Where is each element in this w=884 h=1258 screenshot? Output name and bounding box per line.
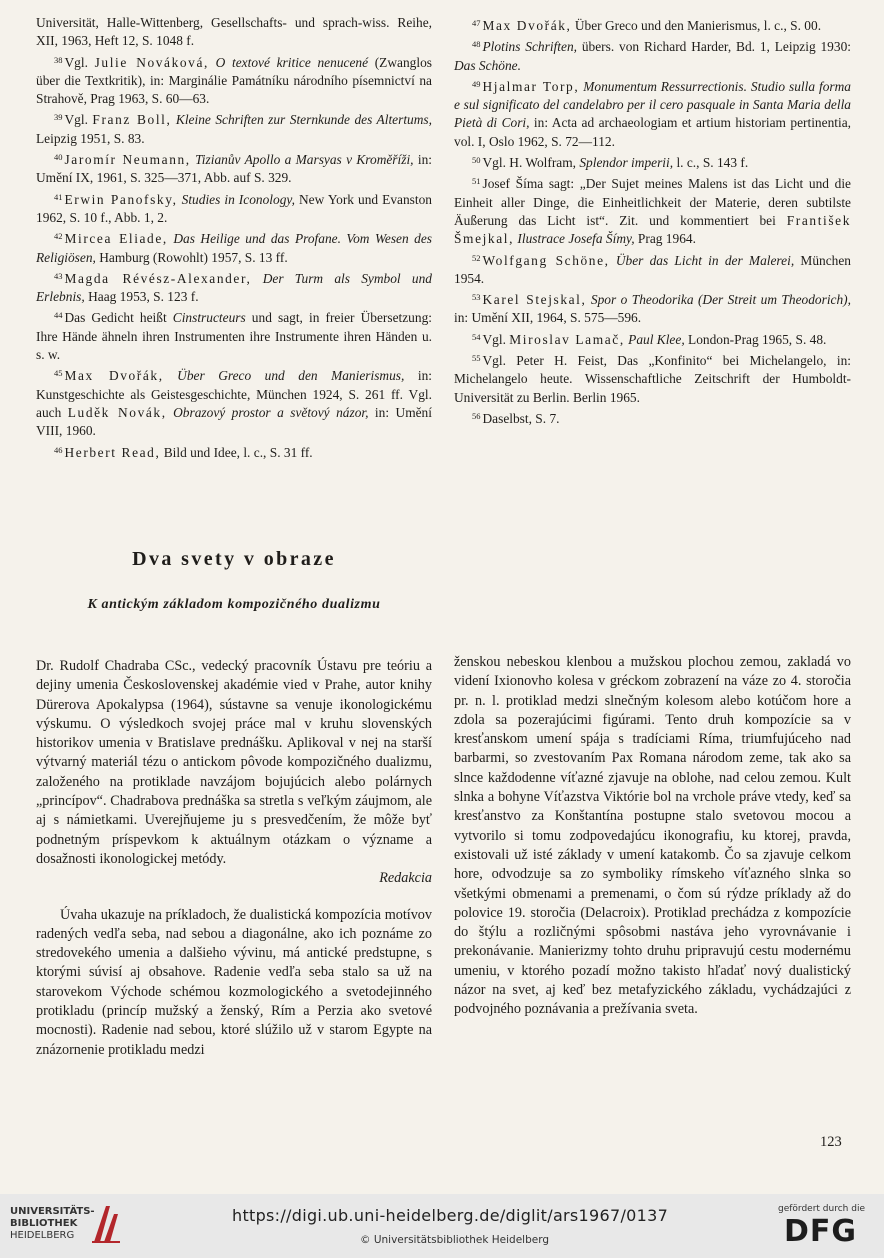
footnote-49 (454, 75, 851, 151)
library-logo[interactable] (10, 1206, 95, 1242)
footnote-title: Tizianův Apollo a Marsyas v Kroměříži, (195, 152, 414, 168)
footnote-title: Kleine Schriften zur Sternkunde des Altertums, (175, 112, 432, 128)
footnote-author: Max Dvořák, (64, 368, 164, 384)
footnote-54 (454, 328, 851, 349)
footnote-title: Das Schöne. (454, 57, 521, 73)
editor-signature-line (36, 869, 432, 888)
library-name-line3: HEIDELBERG (10, 1230, 75, 1241)
footnote-author: Karel Stejskal, (482, 292, 587, 308)
footnote-45 (36, 364, 432, 440)
footnote-number: 51 (472, 176, 481, 187)
footnote-number: 55 (472, 353, 481, 364)
footnote-51 (454, 172, 851, 248)
footnote-number: 43 (54, 270, 63, 281)
footnote-author: Wolfgang Schöne, (482, 252, 610, 268)
footnote-number: 48 (472, 39, 481, 50)
permalink-url[interactable]: https://digi.ub.uni-heidelberg.de/diglit/ars1967/0137 (232, 1206, 669, 1225)
footnote-48 (454, 35, 851, 75)
footnote-title: Plotins Schriften, (482, 39, 577, 55)
body-left-column (36, 657, 432, 1060)
article-subtitle: K antickým základom kompozičného dualizmu (87, 597, 381, 612)
footnote-title: Über das Licht in der Malerei, (615, 252, 795, 268)
footnote-53 (454, 288, 851, 328)
footnote-46 (36, 441, 432, 462)
footnote-text: in: Kunstgeschichte als Geistesgeschichte, München 1924, S. 261 ff. Vgl. auch (36, 368, 433, 420)
footnote-author: Erwin Panofsky, (64, 191, 178, 207)
footnote-41 (36, 188, 432, 228)
footnote-title: Spor o Theodorika (Der Streit um Theodorich), (590, 292, 851, 308)
footnote-text: l. c., S. 143 f. (673, 155, 749, 171)
library-emblem-icon (88, 1202, 124, 1246)
footnote-author: Herbert Read, (64, 444, 161, 460)
footnote-43 (36, 267, 432, 307)
footnote-text: Vgl. (64, 54, 95, 70)
footnote-number: 47 (472, 18, 481, 28)
footnote-title: Über Greco und den Manierismus, (177, 368, 405, 384)
footnote-title: Der Turm als Symbol und Erlebnis, (36, 270, 432, 305)
article-title: Dva svety v obraze (132, 548, 336, 570)
footnote-title: Paul Klee, (628, 331, 685, 347)
footnote-author: Max Dvořák, (482, 18, 572, 33)
footnote-title: Das Heilige und das Profane. Vom Wesen des Religiösen, (36, 231, 432, 265)
footnote-number: 49 (472, 78, 481, 89)
footnote-text: in: Umění XII, 1964, S. 575—596. (454, 310, 642, 326)
library-name-line1: UNIVERSITÄTS- (10, 1206, 95, 1217)
footnote-47 (454, 14, 851, 35)
library-name-line2: BIBLIOTHEK (10, 1218, 78, 1229)
footnote-title: Splendor imperii, (579, 155, 674, 171)
footnote-text: Universität, Halle-Wittenberg, Gesellschafts- und sprach-wiss. Reihe, XII, 1963, Heft 12, S. 1048 f. (36, 15, 432, 49)
body-paragraph-1: Úvaha ukazuje na príkladoch, že dualistická kompozícia motívov radených vedľa seba, nad sebou a diagonálne, ako ich poznáme zo stredovekého umenia a dalšieho vývinu, má antické predstupne, s ktorými súvisí aj obsahove. Radenie vedľa seba stalo sa už na starovekom Východe schémou kozmologického a svetodejinného protikladu (princíp mužský a ženský, Rím a Perzia ako svetové mocnosti). Radenie nad sebou, ktoré slúžilo už v starom Egypte na znázornenie protikladu medzi (36, 906, 432, 1058)
footnote-title: Ilustrace Josefa Šímy, (517, 231, 635, 247)
footnote-text: New York und Evanston 1962, S. 10 f., Abb. 1, 2. (36, 191, 432, 225)
footnote-number: 46 (54, 444, 63, 455)
footnote-number: 56 (472, 410, 481, 421)
footnote-text: Vgl. (64, 112, 93, 128)
footnote-text: und sagt, in freier Übersetzung: Ihre Hände ähneln ihren Instrumenten ihre Instrumente ihren Händen u. s. w. (36, 310, 432, 363)
footnote-50 (454, 151, 851, 172)
footnote-title: Cinstructeurs (172, 310, 246, 326)
viewer-footer (0, 1194, 884, 1258)
footnote-number: 53 (472, 292, 481, 303)
footnote-author: Luděk Novák, (67, 404, 167, 420)
footnote-number: 54 (472, 331, 481, 342)
footnote-author: Franz Boll, (92, 112, 172, 128)
editorial-intro: Dr. Rudolf Chadraba CSc., vedecký pracovník Ústavu pre teóriu a dejiny umenia Československej akadémie vied v Prahe, autor knihy Dürerova Apokalypsa (1964), sústavne sa venuje ikonologickému výskumu. O výsledkoch svojej práce mal v kruhu slovenských historikov umenia v Bratislave prednášku. Aplikoval v nej na starší výtvarný materiál tézu o antickom pôvode kompozičného dualizmu, založeného na protiklade navzájom bojujúcich alebo polárnych „princípov“. Chadrabova prednáška sa stretla s veľkým záujmom, ale aj s námietkami. Uverejňujeme ju s presvedčením, že môže byť podnetným príspevkom k aktuálnym otázkam o význame a dosažnosti ikonologickej metódy. (36, 658, 432, 867)
footnote-author: Magda Révész-Alexander, (64, 270, 252, 286)
footnotes-left-column (36, 14, 432, 462)
funding-note: gefördert durch die (778, 1204, 865, 1214)
copyright-notice: © Universitätsbibliothek Heidelberg (360, 1234, 550, 1246)
footnote-text: Vgl. Peter H. Feist, Das „Konfinito“ bei Michelangelo, in: Michelangelo heute. Wissenschaftliche Zeitschrift der Humboldt-Universität zu Berlin. Berlin 1965. (454, 353, 851, 405)
footnote-text: Prag 1964. (634, 231, 696, 247)
footnote-text: Hamburg (Rowohlt) 1957, S. 13 ff. (95, 249, 288, 265)
footnote-text: Vgl. H. Wolfram, (482, 155, 580, 171)
footnote-author: Julie Nováková, (94, 54, 209, 70)
footnote-author: Jaromír Neumann, (64, 152, 191, 168)
footnote-38 (36, 51, 432, 109)
footnote-text (164, 368, 178, 383)
footnote-42 (36, 227, 432, 267)
body-paragraph-1-continued: ženskou nebeskou klenbou a mužskou plochou zemou, zakladá vo videní Ixionovho kolesa v gréckom zobrazení na váze zo 4. storočia pr. n. l. protiklad medzi slnečným kolesom alebo kotúčom hore a zdola sa pozerajúcimi figúrami. Tento druh kompozície sa v kresťanskom umení spája s tradíciami Ríma, triumfujúceho nad barbarmi, so zvestovaním Pax Romana národom zeme, tak ako sa slnce každodenne víťazné zjavuje na oblohe, nad celou zemou. Kult slnka a bohyne Víťazstva Viktórie bol na vrchole práve vtedy, keď sa kresťanstvo za Konštantína postupne stalo svetovou mocou a vytvorilo si tomu zodpovedajúcu ikonografiu, ku ktorej, pravda, existovali už isté základy v umení katakomb. Čo sa zjavuje celkom hore, odvodzuje sa zo symboliky rímskeho víťazného slnka so všetkými obmenami a premenami, o čom sú rýdze príklady až do polovice 19. storočia (Delacroix). Protiklad prechádza z kompozície do štýlu a rozličnými spôsobmi nastáva jeho vyrovnávanie i prekonávanie. Manierizmy tohto druhu pripravujú cestu modernému umeniu, v ktorého pozadí možno takisto hľadať nový dualistický názor na svet, aj keď bez metafyzického základu, vychádzajúci z podvojného poznávania a prežívania sveta. (454, 654, 851, 1018)
footnote-55 (454, 349, 851, 407)
footnote-56 (454, 407, 851, 428)
footnote-text: (Zwanglos über die Textkritik), in: Marginálie Památníku národního písemnictví na Strahově, Prag 1963, S. 60—63. (36, 54, 432, 107)
footnote-title: Monumentum Ressurrectionis. Studio sulla forma e sul significato del candelabro per il cero pasquale in Santa Maria della Pietà di Cori, (454, 78, 851, 131)
footnote-author: František Šmejkal, (454, 212, 851, 247)
footnote-number: 39 (54, 112, 63, 123)
footnote-text: Leipzig 1951, S. 83. (36, 130, 145, 146)
footnote-author: Mircea Eliade, (64, 231, 168, 247)
footnote-44 (36, 306, 432, 364)
footnote-number: 50 (472, 155, 481, 166)
footnote-number: 40 (54, 152, 63, 163)
footnote-text (209, 55, 216, 70)
footnote-52 (454, 249, 851, 289)
page-number: 123 (820, 1134, 842, 1150)
footnote-39 (36, 108, 432, 148)
editor-signature: Redakcia (379, 870, 432, 887)
footnote-text: in: Umění VIII, 1960. (36, 404, 432, 439)
footnote-text: München 1954. (454, 252, 851, 286)
footnote-title: Obrazový prostor a světový názor, (173, 404, 369, 420)
footnote-title: Studies in Iconology, (181, 191, 295, 207)
footnote-continuation (36, 14, 432, 51)
footnote-text: Bild und Idee, l. c., S. 31 ff. (160, 444, 313, 460)
footnote-number: 44 (54, 310, 63, 321)
footnote-text (251, 271, 262, 286)
footnote-text: Über Greco und den Manierismus, l. c., S. 00. (571, 18, 822, 33)
footnote-text: übers. von Richard Harder, Bd. 1, Leipzig 1930: (576, 39, 851, 55)
footnote-number: 45 (54, 368, 63, 379)
footnote-text: London-Prag 1965, S. 48. (684, 331, 827, 347)
footnote-text: in: Umění IX, 1961, S. 325—371, Abb. auf S. 329. (36, 152, 432, 186)
footnote-text: in: Acta ad archaeologiam et artium historiam pertinentia, vol. I, Oslo 1962, S. 72—112. (454, 115, 851, 149)
footnotes-right-column (454, 14, 851, 428)
footnote-text: Daselbst, S. 7. (482, 410, 560, 426)
body-right-column (454, 653, 851, 1020)
footnote-40 (36, 148, 432, 188)
footnote-number: 38 (54, 54, 63, 65)
footnote-text: Josef Šíma sagt: „Der Sujet meines Malens ist das Licht und die Einheit aller Dinge, die Einheitlichkeit der Materie, deren subtilste Äußerung das Licht ist“. Zit. und kommentiert bei (454, 176, 851, 228)
footnote-text: Vgl. (482, 331, 510, 347)
footnote-number: 52 (472, 252, 481, 263)
footnote-number: 42 (54, 231, 63, 242)
footnote-text: Haag 1953, S. 123 f. (84, 289, 199, 305)
footnote-number: 41 (54, 191, 63, 202)
footnote-author: Hjalmar Torp, (482, 78, 580, 94)
footnote-author: Miroslav Lamač, (509, 331, 625, 347)
footnote-text: Das Gedicht heißt (64, 310, 173, 326)
footnote-title: O textové kritice nenucené (215, 54, 369, 70)
dfg-logo[interactable]: DFG (784, 1214, 858, 1249)
